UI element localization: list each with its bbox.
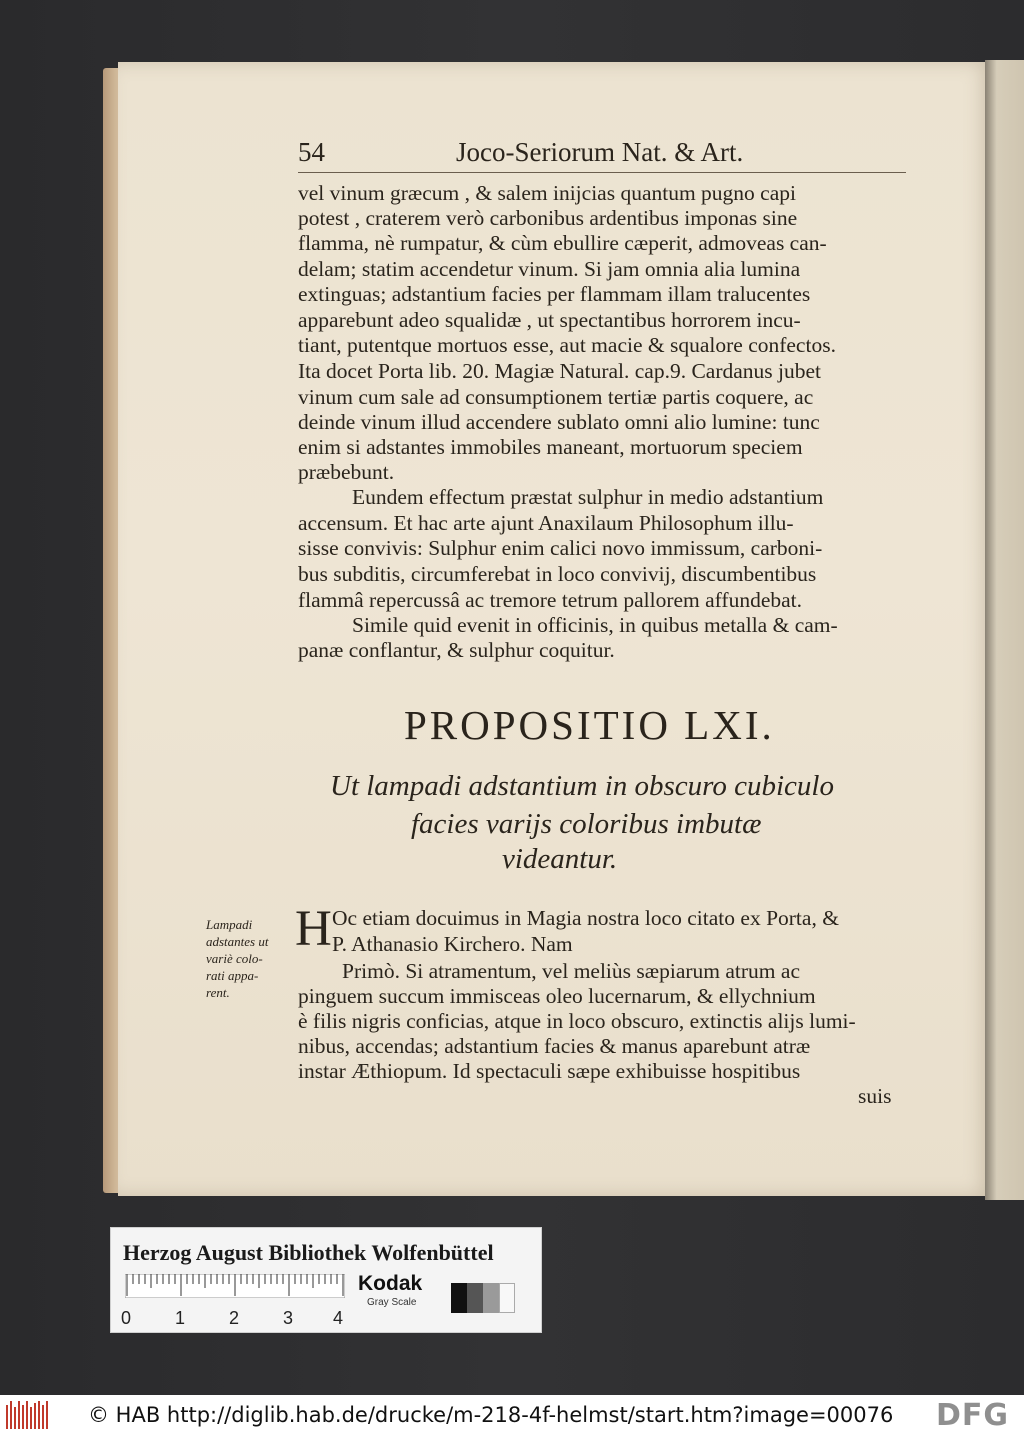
section-line: suis <box>858 1084 892 1108</box>
section-line: nibus, accendas; adstantium facies & manus aparebunt atræ <box>298 1034 811 1058</box>
gray-patch-white <box>499 1283 515 1313</box>
source-url: © HAB http://diglib.hab.de/drucke/m-218-4f-helmst/start.htm?image=00076 <box>88 1403 894 1427</box>
gray-patch-mid <box>483 1283 499 1313</box>
grayscale-card <box>110 1227 542 1333</box>
gray-patch-black <box>451 1283 467 1313</box>
body-line: accensum. Et hac arte ajunt Anaxilaum Philosophum illu- <box>298 511 794 535</box>
running-head <box>298 135 906 175</box>
page-number: 54 <box>298 137 325 167</box>
margin-note-line: Lampadi <box>206 917 253 932</box>
scale-number: 0 <box>121 1308 132 1328</box>
scale-number: 1 <box>175 1308 186 1328</box>
scale-number: 3 <box>283 1308 294 1328</box>
kodak-logo: Kodak <box>358 1272 423 1295</box>
body-line: potest , craterem verò carbonibus ardentibus imponas sine <box>298 206 798 230</box>
kodak-subtitle: Gray Scale <box>367 1297 417 1308</box>
body-line: Simile quid evenit in officinis, in quibus metalla & cam- <box>352 613 838 637</box>
body-line: Ita docet Porta lib. 20. Magiæ Natural. cap.9. Cardanus jubet <box>298 359 822 383</box>
footer-bar <box>0 1395 1024 1435</box>
facing-page-edge <box>985 60 1024 1200</box>
margin-note-line: rent. <box>206 985 230 1000</box>
hab-barcode-icon <box>5 1399 49 1431</box>
proposition-heading: PROPOSITIO LXI. <box>404 702 775 748</box>
body-line: vel vinum græcum , & salem inijcias quantum pugno capi <box>298 181 796 205</box>
body-line: extinguas; adstantium facies per flammam illam tralucentes <box>298 282 811 306</box>
section-line: pinguem succum immisceas oleo lucernarum, & ellychnium <box>298 984 816 1008</box>
body-line: deinde vinum illud accendere sublato omni alio lumine: tunc <box>298 410 820 434</box>
header-rule <box>298 172 906 173</box>
subtitle-line: facies varijs coloribus imbutæ <box>411 808 762 840</box>
section-line: instar Æthiopum. Id spectaculi sæpe exhibuisse hospitibus <box>298 1059 801 1083</box>
gray-patch-dark <box>467 1283 483 1313</box>
margin-note-line: rati appa- <box>206 968 259 983</box>
body-line: vinum cum sale ad consumptionem tertiæ partis coquere, ac <box>298 385 814 409</box>
scale-number: 2 <box>229 1308 240 1328</box>
section-line: Primò. Si atramentum, vel meliùs sæpiarum atrum ac <box>342 959 800 983</box>
body-line: flammâ repercussâ ac tremore tetrum pallorem affundebat. <box>298 588 803 612</box>
body-line: bus subditis, circumferebat in loco convivij, discumbentibus <box>298 562 817 586</box>
section-line: Oc etiam docuimus in Magia nostra loco citato ex Porta, & <box>332 906 839 930</box>
margin-note-line: variè colo- <box>206 951 263 966</box>
body-line: delam; statim accendetur vinum. Si jam omnia alia lumina <box>298 257 801 281</box>
body-line: enim si adstantes immobiles maneant, mortuorum speciem <box>298 435 803 459</box>
body-line: apparebunt adeo squalidæ , ut spectantibus horrorem incu- <box>298 308 801 332</box>
margin-note-line: adstantes ut <box>206 934 269 949</box>
scale-number: 4 <box>333 1308 344 1328</box>
ruler-ticks <box>125 1274 345 1298</box>
dfg-logo: DFG <box>936 1398 1010 1433</box>
running-title: Joco-Seriorum Nat. & Art. <box>456 137 744 167</box>
body-line: tiant, putentque mortuos esse, aut macie & squalore confectos. <box>298 333 836 357</box>
body-line: præbebunt. <box>298 460 395 484</box>
library-name: Herzog August Bibliothek Wolfenbüttel <box>123 1240 494 1265</box>
drop-cap: H <box>295 901 332 957</box>
subtitle-line: Ut lampadi adstantium in obscuro cubiculo <box>330 770 834 802</box>
body-line: sisse convivis: Sulphur enim calici novo immissum, carboni- <box>298 536 823 560</box>
section-line: P. Athanasio Kirchero. Nam <box>332 932 573 956</box>
body-line: panæ conflantur, & sulphur coquitur. <box>298 638 615 662</box>
body-line: Eundem effectum præstat sulphur in medio adstantium <box>352 485 824 509</box>
section-line: è filis nigris conficias, atque in loco obscuro, extinctis alijs lumi- <box>298 1009 856 1033</box>
body-line: flamma, nè rumpatur, & cùm ebullire cæperit, admoveas can- <box>298 231 827 255</box>
subtitle-line: videantur. <box>502 843 618 875</box>
